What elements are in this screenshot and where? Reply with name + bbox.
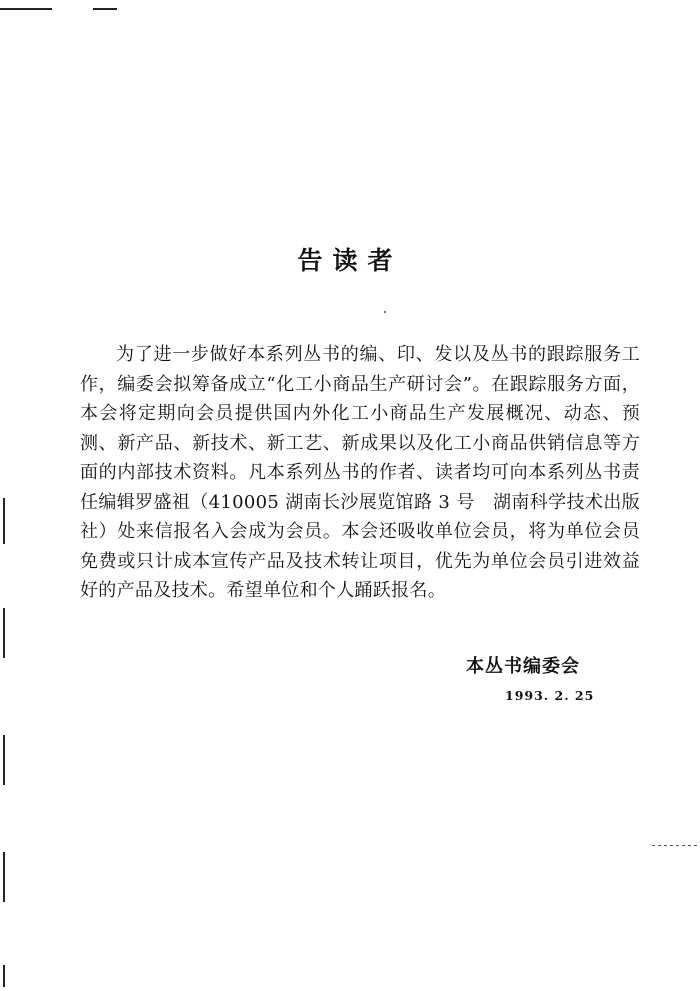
scan-artifact-top-rule	[0, 8, 52, 10]
scan-artifact-edge-mark	[3, 852, 5, 902]
signature: 本丛书编委会	[466, 656, 580, 677]
scan-artifact-top-rule	[93, 8, 117, 10]
signature-date: 1993. 2. 25	[505, 688, 595, 703]
scan-artifact-edge-mark	[3, 608, 5, 658]
scan-artifact-edge-mark	[3, 735, 5, 785]
scan-artifact-edge-mark	[3, 498, 5, 544]
scan-artifact-speck	[384, 311, 386, 313]
notice-body: 为了进一步做好本系列丛书的编、印、发以及丛书的跟踪服务工作，编委会拟筹备成立“化工小商品生产研讨会”。在跟踪服务方面，本会将定期向会员提供国内外化工小商品生产发展概况、动态、预测、新产品、新技术、新工艺、新成果以及化工小商品供销信息等方面的内部技术资料。凡本系列丛书的作者、读者均可向本系列丛书责任编辑罗盛祖（410005 湖南长沙展览馆路 3 号 湖南科学技术出版社）处来信报名入会成为会员。本会还吸收单位会员，将为单位会员免费或只计成本宣传产品及技术转让项目，优先为单位会员引进效益好的产品及技术。希望单位和个人踊跃报名。	[80, 344, 640, 601]
page-title: 告读者	[297, 246, 403, 275]
scan-artifact-edge-mark	[3, 965, 5, 987]
scan-artifact-speck	[652, 845, 698, 846]
